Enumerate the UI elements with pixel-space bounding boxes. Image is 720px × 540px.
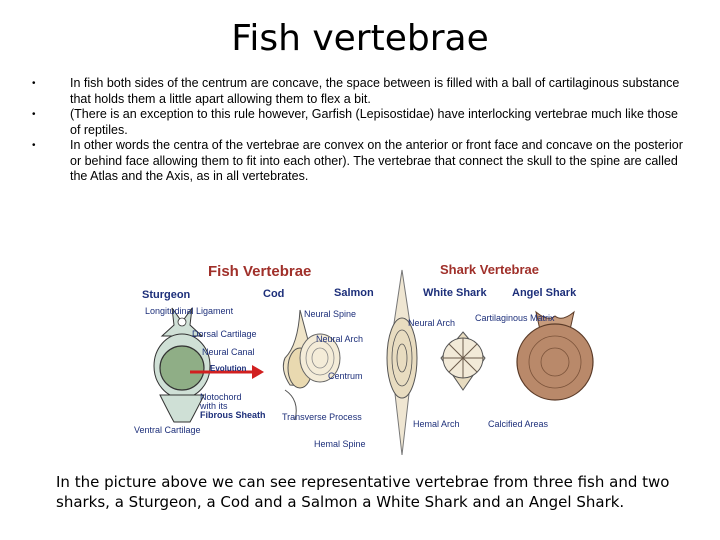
arrow-head-icon xyxy=(252,365,264,379)
bullet-dot-icon: • xyxy=(32,109,36,120)
cod-label: Cod xyxy=(263,288,285,300)
bullet-text: (There is an exception to this rule however, Garfish (Lepisostidae) have interlocking vertebrae much like those of reptiles. xyxy=(70,107,678,137)
calcified-areas-label: Calcified Areas xyxy=(488,419,549,429)
dorsal-cartilage-label: Dorsal Cartilage xyxy=(192,329,257,339)
fibrous-sheath-label: Fibrous Sheath xyxy=(200,410,266,420)
neural-canal-label: Neural Canal xyxy=(202,347,255,357)
bullet-dot-icon: • xyxy=(32,140,36,151)
notochord-label-line2: with its xyxy=(200,401,228,411)
centrum-label: Centrum xyxy=(328,371,363,381)
fish-vertebrae-heading: Fish Vertebrae xyxy=(208,263,312,280)
neural-arch-label: Neural Arch xyxy=(316,334,364,344)
shark-vertebrae-heading: Shark Vertebrae xyxy=(440,262,540,277)
salmon-label: Salmon xyxy=(334,287,374,299)
ventral-cartilage-label: Ventral Cartilage xyxy=(134,425,201,435)
bullet-list xyxy=(30,76,690,185)
notochord-label: Notochord xyxy=(200,392,242,402)
bullet-item xyxy=(30,138,690,185)
neural-spine-label: Neural Spine xyxy=(304,309,357,319)
hemal-spine-label: Hemal Spine xyxy=(314,439,366,449)
cartilaginous-matrix-label: Cartilaginous Matrix xyxy=(475,313,555,323)
bullet-text: In fish both sides of the centrum are concave, the space between is filled with a ball of cartilaginous substance that holds them a little apart allowing them to flex a bit. xyxy=(70,76,680,106)
shark-neural-arch-label: Neural Arch xyxy=(408,318,456,328)
longitudinal-ligament-label: Longitudinal Ligament xyxy=(145,306,234,316)
evolution-label: Evolution xyxy=(210,364,247,373)
white-shark-vertebra xyxy=(441,332,485,390)
angel-shark-label: Angel Shark xyxy=(512,287,577,299)
transverse-process-label: Transverse Process xyxy=(282,412,362,422)
bullet-text: In other words the centra of the vertebrae are convex on the anterior or front face and concave on the posterior or behind face allowing them to fit into each other). The vertebrae that connect the skull to the spine are called the Atlas and the Axis, as in all vertebrates. xyxy=(70,138,683,183)
angel-shark-vertebra xyxy=(517,312,593,400)
bullet-dot-icon: • xyxy=(32,78,36,89)
vertebrae-diagram xyxy=(130,250,595,462)
caption: In the picture above we can see representative vertebrae from three fish and two sharks, a Sturgeon, a Cod and a Salmon a White Shark and an Angel Shark. xyxy=(56,473,670,511)
white-shark-label: White Shark xyxy=(423,287,487,299)
page-title: Fish vertebrae xyxy=(231,18,489,59)
sturgeon-label: Sturgeon xyxy=(142,289,191,301)
bullet-item xyxy=(30,76,690,107)
hemal-arch-label: Hemal Arch xyxy=(413,419,460,429)
bullet-item xyxy=(30,107,690,138)
